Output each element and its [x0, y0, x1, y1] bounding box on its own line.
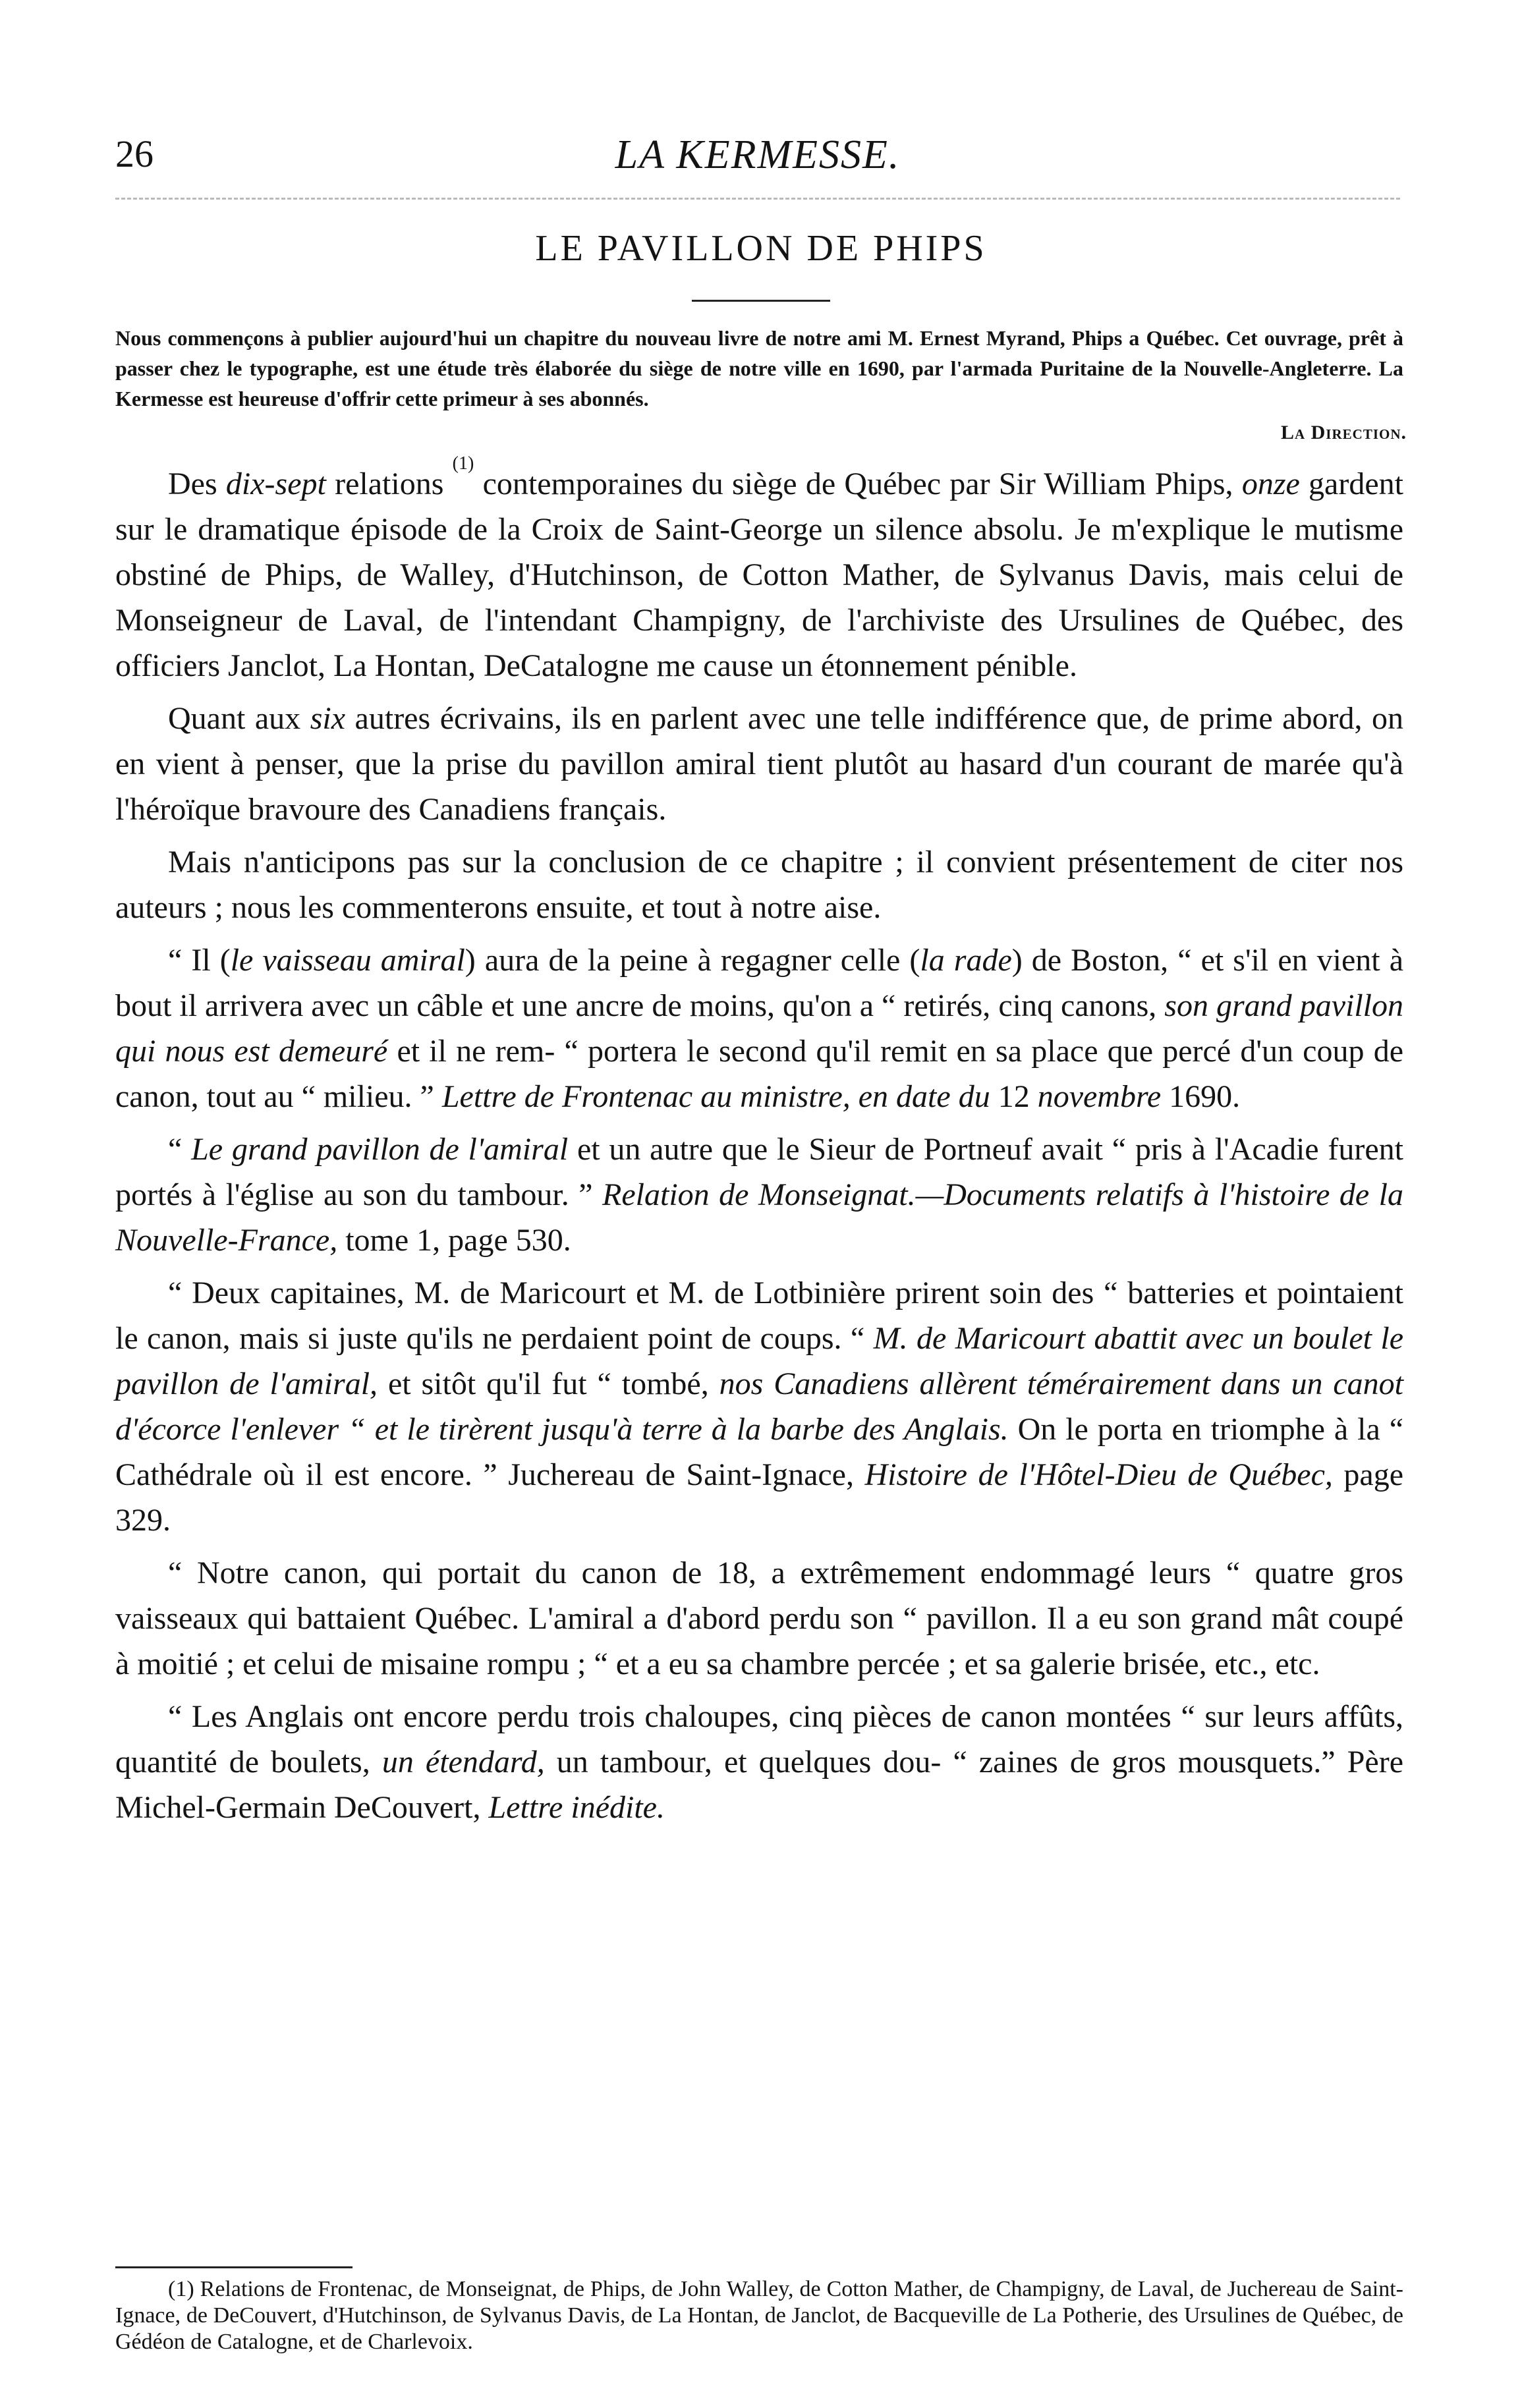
footnote-marker: (1) — [452, 453, 474, 474]
header-rule — [115, 198, 1400, 200]
quotation-monseignat: “ Le grand pavillon de l'amiral et un autre que le Sieur de Portneuf avait “ pris à l'Acadie furent portés à l'église au son du tambour. ” Relation de Monseignat.—Documents relatifs à l'histoire de la Nouvelle-France, tome 1, page 530. — [115, 1132, 1403, 1258]
footnote: (1) Relations de Frontenac, de Monseignat, de Phips, de John Walley, de Cotton Mather, de Champigny, de Laval, de Juchereau de Saint-Ignace, de DeCouvert, d'Hutchinson, de Sylvanus Davis, de La Hontan, de Janclot, de Bacqueville de La Potherie, des Ursulines de Québec, de Gédéon de Catalogne, et de Charlevoix. — [115, 2277, 1403, 2354]
quotation-frontenac: “ Il (le vaisseau amiral) aura de la peine à regagner celle (la rade) de Boston, “ et s'il en vient à bout il arrivera avec un câble et une ancre de moins, qu'on a “ retirés, cinq canons, son grand pavillon qui nous est demeuré et il ne rem- “ portera le second qu'il remit en sa place que percé d'un coup de canon, tout au “ milieu. ” Lettre de Frontenac au ministre, en date du 12 novembre 1690. — [115, 943, 1404, 1114]
page-header — [115, 132, 1400, 191]
page-number: 26 — [115, 132, 154, 175]
main-text — [115, 453, 1404, 1837]
quotation-decouvert-2: “ Les Anglais ont encore perdu trois chaloupes, cinq pièces de canon montées “ sur leurs affûts, quantité de boulets, un étendard, un tambour, et quelques dou- “ zaines de gros mousquets.” Père Michel-Germain DeCouvert, Lettre inédite. — [115, 1699, 1404, 1825]
paragraph: Des dix-sept relations $^{(1)}$ contemporaines du siège de Québec par Sir William Phips, onze gardent sur le dramatique épisode de la Croix de Saint-George un silence absolu. Je m'explique le mutisme obstiné de Phips, de Walley, d'Hutchinson, de Cotton Mather, de Sylvanus Davis, mais celui de Monseigneur de Laval, de l'intendant Champigny, de l'archiviste des Ursulines de Québec, des officiers Janclot, La Hontan, DeCatalogne me cause un étonnement pénible. — [115, 453, 1403, 683]
editorial-signature: La Direction. — [1280, 422, 1407, 443]
editorial-note: Nous commençons à publier aujourd'hui un chapitre du nouveau livre de notre ami M. Ernest Myrand, Phips a Québec. Cet ouvrage, prêt à passer chez le typographe, est une étude très élaborée du siège de notre ville en 1690, par l'armada Puritaine de la Nouvelle-Angleterre. La Kermesse est heureuse d'offrir cette primeur à ses abonnés. — [115, 326, 1403, 410]
footnote-rule — [115, 2266, 352, 2268]
quotation-decouvert-1: “ Notre canon, qui portait du canon de 18, a extrêmement endommagé leurs “ quatre gros vaisseaux qui battaient Québec. L'amiral a d'abord perdu son “ pavillon. Il a eu son grand mât coupé à moitié ; et celui de misaine rompu ; “ et a eu sa chambre percée ; et sa galerie brisée, etc., etc. — [115, 1555, 1403, 1681]
paragraph: Quant aux six autres écrivains, ils en parlent avec une telle indifférence que, de prime abord, on en vient à penser, que la prise du pavillon amiral tient plutôt au hasard d'un courant de marée qu'à l'héroïque bravoure des Canadiens français. — [115, 701, 1404, 827]
title-rule — [692, 300, 830, 302]
chapter-title: LE PAVILLON DE PHIPS — [535, 228, 987, 269]
paragraph: Mais n'anticipons pas sur la conclusion de ce chapitre ; il convient présentement de citer nos auteurs ; nous les commenterons ensuite, et tout à notre aise. — [115, 845, 1403, 925]
quotation-juchereau: “ Deux capitaines, M. de Maricourt et M. de Lotbinière prirent soin des “ batteries et pointaient le canon, mais si juste qu'ils ne perdaient point de coups. “ M. de Maricourt abattit avec un boulet le pavillon de l'amiral, et sitôt qu'il fut “ tombé, nos Canadiens allèrent témérairement dans un canot d'écorce l'enlever “ et le tirèrent jusqu'à terre à la barbe des Anglais. On le porta en triomphe à la “ Cathédrale où il est encore. ” Juchereau de Saint-Ignace, Histoire de l'Hôtel-Dieu de Québec, page 329. — [115, 1275, 1404, 1538]
running-title: LA KERMESSE. — [615, 132, 901, 177]
